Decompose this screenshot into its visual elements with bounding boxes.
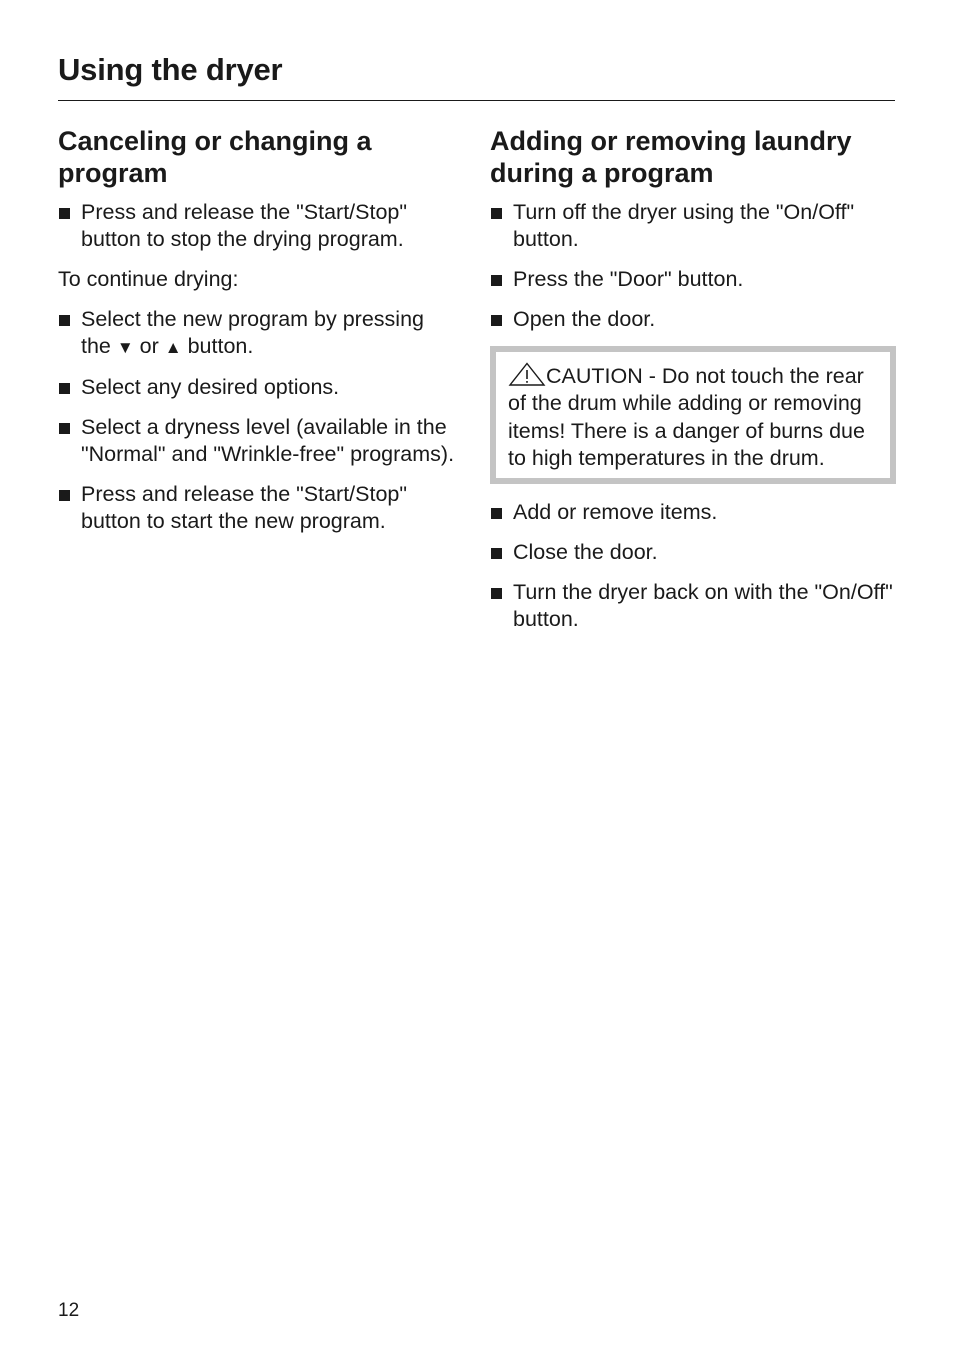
list-item: Select the new program by pressing the ▼ or ▲ button. xyxy=(58,306,458,361)
bullet-square-icon xyxy=(59,315,70,326)
list-item: Press the "Door" button. xyxy=(490,266,896,293)
section-heading-canceling: Canceling or changing a program xyxy=(58,126,372,188)
list-item: Select a dryness level (available in the "Normal" and "Wrinkle-free" programs). xyxy=(58,414,458,468)
bullet-list xyxy=(58,306,458,535)
page-title: Using the dryer xyxy=(58,52,283,87)
list-item: Add or remove items. xyxy=(490,499,896,526)
caution-box xyxy=(490,346,896,484)
bullet-square-icon xyxy=(59,423,70,434)
bullet-square-icon xyxy=(59,490,70,501)
bullet-square-icon xyxy=(491,275,502,286)
list-item: Close the door. xyxy=(490,539,896,566)
list-item: Select any desired options. xyxy=(58,374,458,401)
list-item: Turn the dryer back on with the "On/Off" button. xyxy=(490,579,896,633)
bullet-square-icon xyxy=(491,315,502,326)
bullet-square-icon xyxy=(491,208,502,219)
bullet-square-icon xyxy=(59,383,70,394)
title-divider xyxy=(58,100,895,101)
caution-text: CAUTION - Do not touch the rear of the drum while adding or removing items! There is a danger of burns due to high temperatures in the drum. xyxy=(508,364,865,470)
list-item: Press and release the "Start/Stop" button to stop the drying program. xyxy=(58,199,458,253)
left-column xyxy=(58,125,458,548)
list-item: Press and release the "Start/Stop" button to start the new program. xyxy=(58,481,458,535)
bullet-list xyxy=(490,499,896,633)
list-item: Open the door. xyxy=(490,306,896,333)
warning-triangle-icon xyxy=(508,362,546,386)
section-heading-adding: Adding or removing laundry during a program xyxy=(490,126,852,188)
right-column xyxy=(490,125,896,646)
up-arrow-icon: ▲ xyxy=(164,338,182,357)
page-number: 12 xyxy=(58,1300,80,1321)
bullet-square-icon xyxy=(59,208,70,219)
bullet-square-icon xyxy=(491,548,502,559)
bullet-square-icon xyxy=(491,508,502,519)
bullet-list xyxy=(58,199,458,253)
bullet-list xyxy=(490,199,896,333)
continue-label: To continue drying: xyxy=(58,267,239,291)
caution-content xyxy=(496,352,890,478)
bullet-square-icon xyxy=(491,588,502,599)
down-arrow-icon: ▼ xyxy=(116,338,134,357)
list-item: Turn off the dryer using the "On/Off" button. xyxy=(490,199,896,253)
